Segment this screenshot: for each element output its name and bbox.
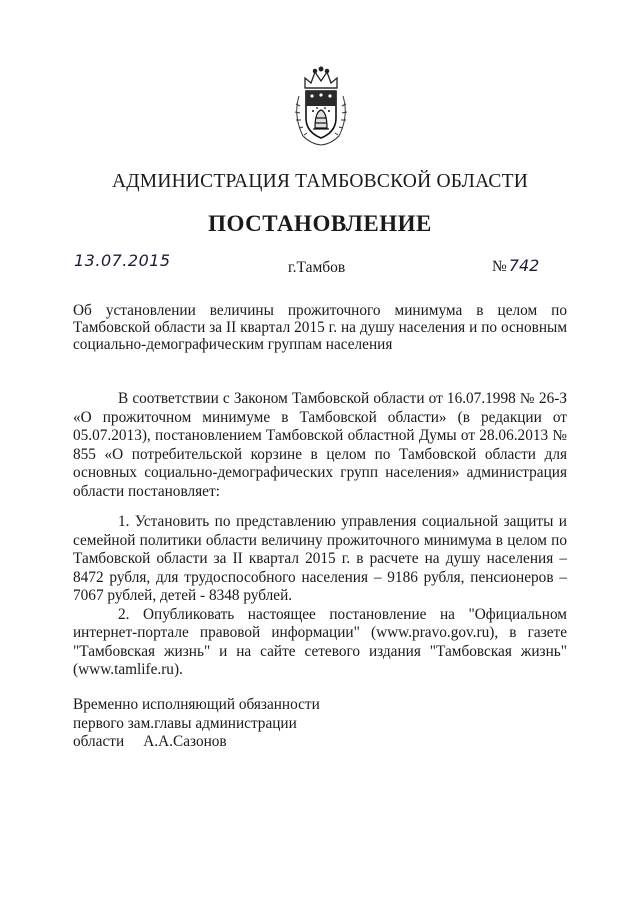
- document-subject: Об установлении величины прожиточного минимума в целом по Тамбовской области за II квартал 2015 г. на душу населения и по основным социально-демографическим группам населения: [73, 302, 567, 353]
- document-city: г.Тамбов: [288, 259, 346, 276]
- resolution-item-2: 2. Опубликовать настоящее постановление на "Официальном интернет-портале правовой информации" (www.pravo.gov.ru), в газете "Тамбовская жизнь" и на сайте сетевого издания "Тамбовская жизнь" (www.tamlife.ru).: [73, 605, 567, 678]
- signature-block: [73, 696, 373, 752]
- coat-of-arms-icon: [291, 66, 351, 146]
- organization-title: АДМИНИСТРАЦИЯ ТАМБОВСКОЙ ОБЛАСТИ: [112, 171, 528, 192]
- number-value: 742: [508, 256, 540, 275]
- resolution-item-1: 1. Установить по представлению управления социальной защиты и семейной политики области величину прожиточного минимума в целом по Тамбовской области за II квартал 2015 г. в расчете на душу населения – 8472 рубля, для трудоспособного населения – 9186 рубля, пенсионеров – 7067 рублей, детей - 8348 рублей.: [73, 513, 567, 604]
- document-type-heading: ПОСТАНОВЛЕНИЕ: [208, 211, 432, 236]
- signature-line-2: первого зам.главы администрации: [73, 714, 297, 732]
- document-number: [492, 256, 539, 276]
- number-sign: №: [492, 258, 507, 275]
- signature-line-1: Временно исполняющий обязанности: [73, 696, 320, 713]
- document-date: 13.07.2015: [74, 251, 171, 270]
- resolution-items: [73, 513, 567, 680]
- signature-line-3: области А.А.Сазонов: [73, 733, 227, 750]
- preamble-text: В соответствии с Законом Тамбовской области от 16.07.1998 № 26-З «О прожиточном минимуме в Тамбовской области» (в редакции от 05.07.2013), постановлением Тамбовской областной Думы от 28.06.2013 № 855 «О потребительской корзине в целом по Тамбовской области для основных социально-демографических групп населения» администрация области постановляет:: [73, 390, 567, 500]
- preamble-paragraph: [73, 390, 567, 501]
